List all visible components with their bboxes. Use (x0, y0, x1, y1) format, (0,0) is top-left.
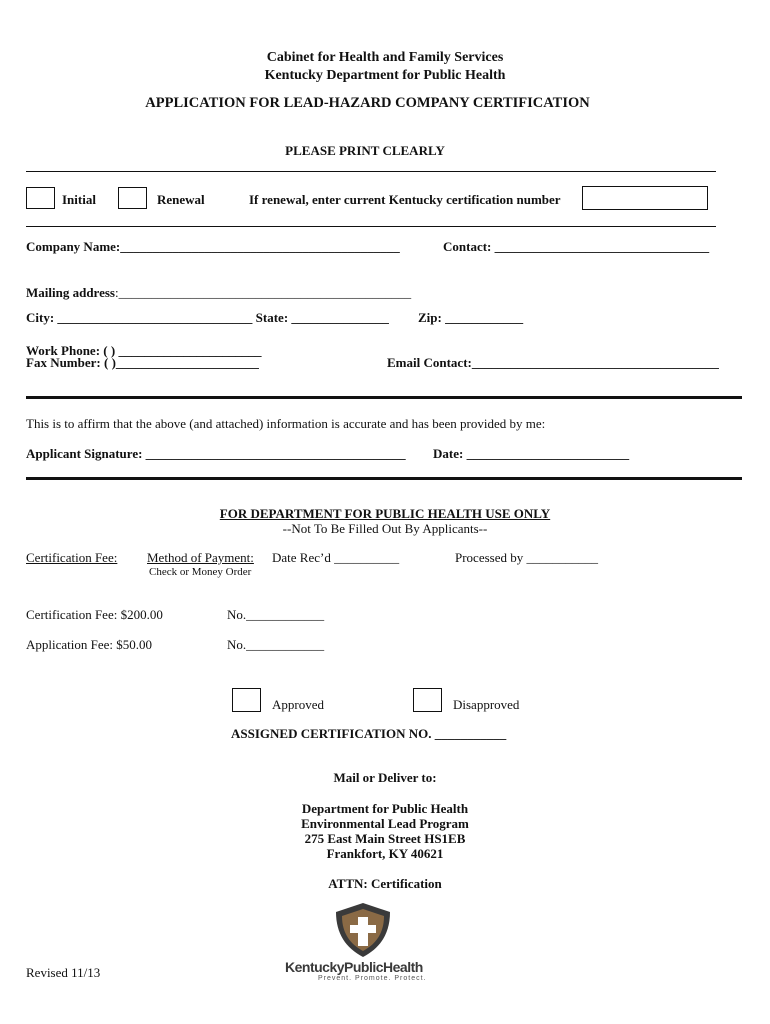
certification-fee-amount: Certification Fee: $200.00 (26, 607, 163, 622)
initial-checkbox[interactable] (26, 187, 55, 209)
mail-line-1: Department for Public Health (301, 801, 469, 816)
mailing-address-line: :_____________________________________________ (114, 285, 412, 300)
method-of-payment-text: Method of Payment: (147, 550, 254, 565)
certification-fee-label: Certification Fee: (26, 550, 118, 565)
revision-date: Revised 11/13 (26, 965, 101, 980)
renewal-label: Renewal (157, 192, 205, 207)
department-name: Kentucky Department for Public Health (264, 68, 506, 83)
affirmation-text: This is to affirm that the above (and attached) information is accurate and has been provided by me: (26, 416, 546, 431)
certification-number-field[interactable] (582, 186, 708, 210)
approved-checkbox[interactable] (232, 688, 261, 712)
application-fee-number-field[interactable]: No.____________ (227, 637, 325, 652)
fax-number-field[interactable]: Fax Number: ( )______________________ (26, 355, 259, 370)
payment-types: Check or Money Order (149, 566, 252, 578)
agency-name: Cabinet for Health and Family Services (266, 50, 504, 65)
approved-label: Approved (272, 697, 324, 712)
thick-divider (26, 477, 742, 480)
divider (26, 171, 716, 172)
office-use-heading: FOR DEPARTMENT FOR PUBLIC HEALTH USE ONLY (219, 506, 551, 521)
mail-line-4: Frankfort, KY 40621 (326, 846, 444, 861)
assigned-certification-field[interactable]: ASSIGNED CERTIFICATION NO. ___________ (231, 726, 507, 741)
disapproved-label: Disapproved (453, 697, 520, 712)
form-title: APPLICATION FOR LEAD-HAZARD COMPANY CERTIFICATION (145, 95, 590, 111)
logo-tagline: Prevent. Promote. Protect. (318, 975, 427, 982)
company-name-field[interactable]: Company Name:___________________________________________ (26, 239, 400, 254)
mail-line-2: Environmental Lead Program (301, 816, 469, 831)
divider (26, 226, 716, 227)
mail-line-3: 275 East Main Street HS1EB (304, 831, 466, 846)
renewal-checkbox[interactable] (118, 187, 147, 209)
renewal-note: If renewal, enter current Kentucky certification number (249, 192, 561, 207)
mailing-address-field[interactable] (26, 285, 411, 301)
disapproved-checkbox[interactable] (413, 688, 442, 712)
date-field[interactable]: Date: _________________________ (433, 446, 630, 461)
initial-label: Initial (62, 192, 96, 207)
date-received-field[interactable]: Date Rec’d __________ (272, 550, 400, 565)
logo-wordmark: KentuckyPublicHealth (285, 959, 423, 975)
method-of-payment-label (147, 550, 254, 566)
print-instruction: PLEASE PRINT CLEARLY (285, 143, 445, 158)
kentucky-public-health-shield-icon (328, 900, 398, 960)
office-use-subheading: --Not To Be Filled Out By Applicants-- (282, 521, 488, 536)
contact-field[interactable]: Contact: _________________________________ (443, 239, 710, 254)
mail-heading: Mail or Deliver to: (333, 770, 437, 785)
application-fee-amount: Application Fee: $50.00 (26, 637, 153, 652)
work-phone-field[interactable]: Work Phone: ( ) ______________________ (26, 343, 262, 358)
certification-fee-number-field[interactable]: No.____________ (227, 607, 325, 622)
mailing-address-label: Mailing address (26, 285, 115, 300)
email-contact-field[interactable]: Email Contact:______________________________________ (387, 355, 719, 370)
applicant-signature-field[interactable]: Applicant Signature: ________________________________________ (26, 446, 406, 461)
city-state-field[interactable]: City: ______________________________ State: _______________ (26, 310, 389, 325)
thick-divider (26, 396, 742, 399)
zip-field[interactable]: Zip: ____________ (418, 310, 524, 325)
attention-line: ATTN: Certification (328, 876, 442, 891)
processed-by-field[interactable]: Processed by ___________ (455, 550, 598, 565)
